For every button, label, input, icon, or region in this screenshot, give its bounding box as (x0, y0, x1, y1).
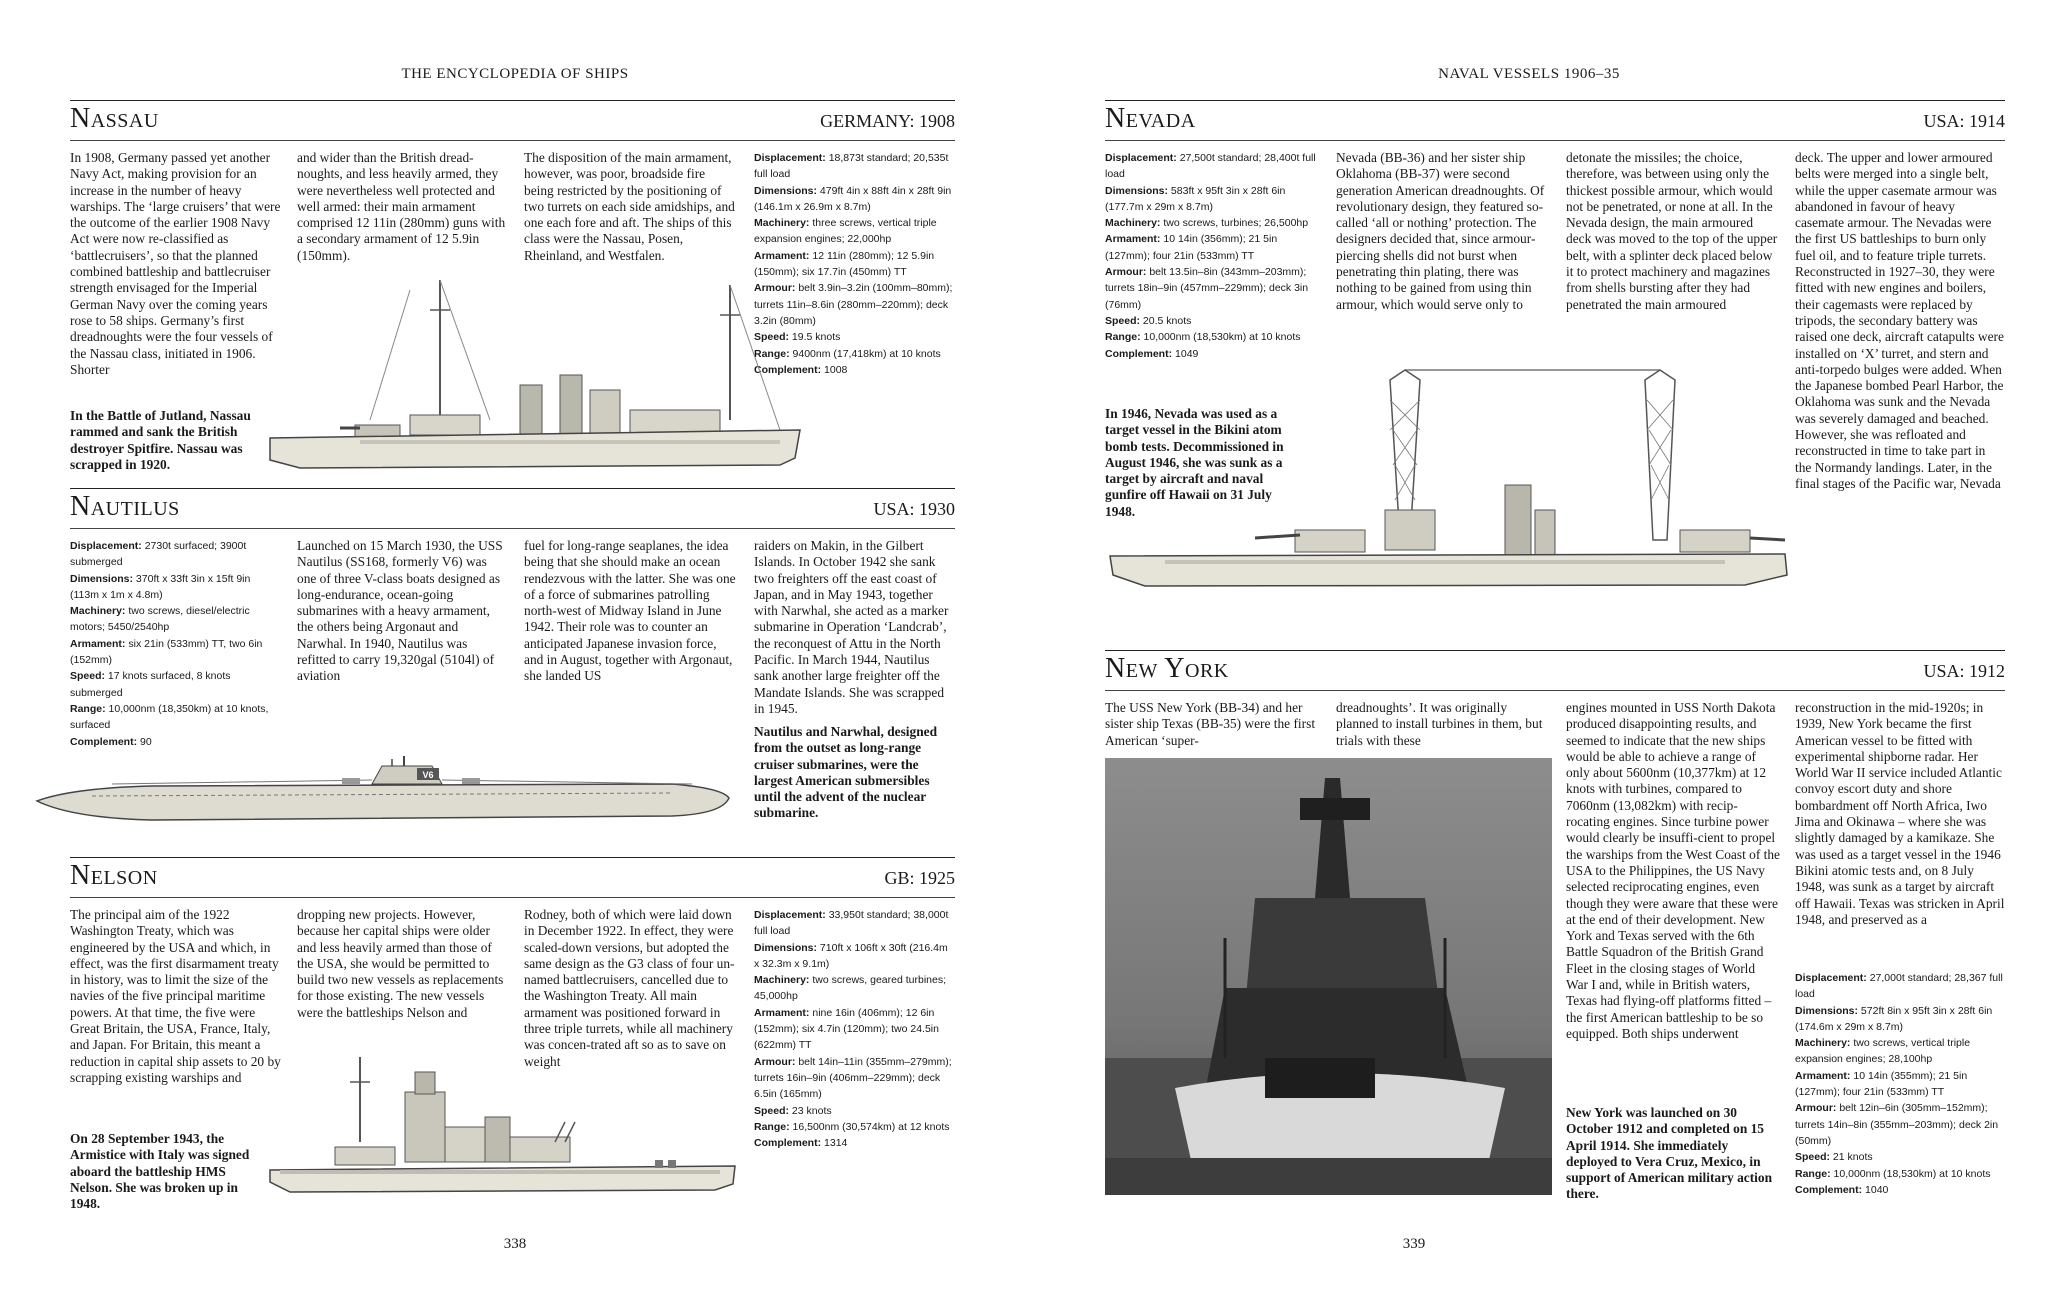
spec-label: Machinery: (754, 974, 810, 987)
spec-row (1105, 346, 1320, 362)
article-column-1: In 1908, Germany passed yet another Navy Act, making provision for an increase in the number of heavy warships. The ‘large cruisers’ that were the outcome of the earlier 1908 Navy Act were now re-classified as ‘battlecruisers’, so that the planned combined battleship and battlecruiser strength envisaged for the Imperial German Navy over the coming years rose to 58 ships. Germany’s first dreadnoughts were the four vessels of the Nassau class, initiated in 1906. Shorter (70, 150, 281, 377)
spec-value: two screws, geared turbines; 45,000hp (754, 974, 946, 1003)
spec-label: Speed: (1795, 1151, 1831, 1164)
hull-number: V6 (422, 770, 434, 780)
spec-value: belt 3.9in–3.2in (100mm–80mm); turrets 11in–8.6in (280mm–220mm); deck 3.2in (80mm) (754, 282, 953, 327)
spec-label: Dimensions: (754, 184, 818, 197)
spec-label: Range: (70, 702, 106, 715)
spec-value: 572ft 8in x 95ft 3in x 28ft 6in (174.6m x 29m x 8.7m) (1795, 1004, 1993, 1033)
spec-row (70, 701, 270, 734)
image-caption: New York was launched on 30 October 1912 and completed on 15 April 1914. She immediately deployed to Vera Cruz, Mexico, in support of American military action there. (1566, 1105, 1773, 1202)
article-column-4: reconstruction in the mid-1920s; in 1939, New York became the first American vessel to be fitted with experimental shipborne radar. Her World War II service included Atlantic convoy escort duty and shore bombardment off North Africa, Iwo Jima and Okinawa – where she was slightly damaged by a kamikaze. She was used as a target vessel in the 1946 Bikini atomic tests and, on 8 July 1948, was sunk as a target by aircraft off Hawaii. Texas was stricken in April 1948, and preserved as a (1795, 700, 2005, 927)
spec-label: Machinery: (754, 217, 810, 230)
article-column-3: engines mounted in USS North Dakota produced disappointing results, and seemed to indicate that the new ships would be able to achieve a range of only about 5600nm (10,377km) at 12 knots with turbines, compared to 7060nm (13,082km) with recip-rocating engines. Since turbine power would clearly be insuffi-cient to propel the warships from the West Coast of the USA to the Philippines, the US Navy selected reciprocating engines, even though they were aware that these were at the end of their development. New York and Texas served with the 6th Battle Squadron of the British Grand Fleet in the closing stages of World War I and, while in British waters, Texas had flying-off platforms fitted – the first American battleship to be so equipped. Both ships underwent (1566, 700, 1781, 1041)
spec-row (1795, 1100, 2005, 1149)
spec-value: 10 14in (356mm); 21 5in (127mm); four 21in (533mm) TT (1105, 233, 1278, 262)
specifications-table (70, 538, 270, 750)
spec-label: Displacement: (1795, 972, 1867, 984)
spec-value: 17 knots surfaced, 8 knots submerged (70, 670, 231, 699)
spec-row (1795, 1035, 2005, 1068)
article-column-3: detonate the missiles; the choice, therefore, was between using only the thickest possible armour, which would not be penetrated, or none at all. In the Nevada design, the main armoured deck was moved to the top of the upper belt, with a splinter deck placed below it to protect machinery and magazines from shells bursting after they had penetrated the main armoured (1566, 150, 1778, 312)
spec-row (754, 972, 954, 1005)
article-column-3: Rodney, both of which were laid down in December 1922. In effect, they were scaled-down versions, but adopted the same design as the G3 class of four un-named battlecruisers, cancelled due to the Washington Treaty. All main armament was positioned forward in three triple turrets, while all machinery was concen-trated aft so as to save on weight (524, 907, 735, 1069)
spec-row (1795, 970, 2005, 1003)
spec-label: Armour: (754, 282, 796, 295)
right-page (1024, 0, 2048, 1297)
spec-label: Machinery: (70, 605, 126, 618)
ship-title: Nassau (70, 103, 159, 134)
article-column-2: dropping new projects. However, because her capital ships were older and less heavily armed than those of the USA, she would be permitted to build two new vessels as replacements for those existing. The new vessels were the battleships Nelson and (297, 907, 504, 1020)
spec-row (70, 538, 270, 571)
spec-label: Complement: (754, 1137, 822, 1150)
spec-row (70, 668, 270, 701)
section-nautilus (70, 488, 955, 853)
image-caption: In 1946, Nevada was used as a target vessel in the Bikini atom bomb tests. Decommissioned in August 1946, she was sunk as a target by aircraft and naval gunfire off Hawaii on 31 July 1948. (1105, 406, 1284, 519)
spec-value: 10,000nm (18,350km) at 10 knots, surfaced (70, 702, 269, 732)
spec-value: 33,950t standard; 38,000t full load (754, 909, 949, 938)
spec-value: 16,500nm (30,574km) at 12 knots (789, 1120, 950, 1133)
article-column-3: fuel for long-range seaplanes, the idea being that she should make an ocean rendezvous with the latter. She was one of a force of submarines patrolling north-west of Midway Island in June 1942. Their role was to counter an anticipated Japanese invasion force, and in August, together with Argonaut, she landed US (524, 538, 736, 684)
spec-value: 19.5 knots (789, 331, 841, 344)
spec-label: Armour: (1795, 1102, 1837, 1115)
spec-value: 1008 (821, 363, 848, 376)
spec-row (754, 150, 954, 183)
spec-row (1105, 329, 1320, 345)
spec-value: 18,873t standard; 20,535t full load (754, 152, 949, 181)
article-column-4: deck. The upper and lower armoured belts were merged into a single belt, while the upper casemate armour was abandoned in favour of heavy casemate armour. The Nevadas were the first US battleships to burn only fuel oil, and to feature triple turrets. Reconstructed in 1927–30, they were fitted with new engines and boilers, their cagemasts were replaced by tripods, the secondary battery was raised one deck, aircraft catapults were installed on ‘X’ turret, and stern and anti-torpedo bulges were added. When the Japanese bombed Pearl Harbor, the Oklahoma was sunk and the Nevada was severely damaged and beached. However, she was refloated and reconstructed in time to take part in the Normandy landings. Later, in the final stages of the Pacific war, Nevada (1795, 150, 2004, 491)
spec-row (1105, 313, 1320, 329)
ship-title: Nelson (70, 860, 158, 891)
spec-label: Range: (1795, 1167, 1831, 1180)
spec-row (1105, 183, 1320, 216)
spec-label: Range: (754, 1120, 790, 1133)
spec-label: Armour: (754, 1055, 796, 1068)
spec-label: Displacement: (754, 152, 826, 164)
spec-row (754, 1054, 954, 1103)
spec-label: Complement: (1795, 1183, 1863, 1196)
spec-row (754, 1135, 954, 1151)
ship-title: New York (1105, 653, 1229, 684)
running-head-left: THE ENCYCLOPEDIA OF SHIPS (401, 66, 629, 82)
spec-value: 27,000t standard; 28,367 full load (1795, 972, 2003, 1001)
spec-value: two screws, turbines; 26,500hp (1160, 217, 1309, 230)
spec-label: Armament: (1795, 1069, 1851, 1082)
spec-label: Armament: (754, 1006, 810, 1019)
spec-row (1795, 1149, 2005, 1165)
page-number-left: 338 (503, 1236, 527, 1252)
spec-value: belt 14in–11in (355mm–279mm); turrets 16in–9in (406mm–229mm); deck 6.5in (165mm) (754, 1055, 952, 1101)
spec-row (1105, 264, 1320, 313)
spec-value: 10,000nm (18,530km) at 10 knots (1140, 331, 1301, 344)
page-number-right: 339 (1402, 1236, 1426, 1252)
nelson-ship-illustration (265, 1052, 740, 1212)
spec-label: Speed: (754, 1104, 790, 1117)
specifications-table (754, 907, 954, 1151)
section-nassau (70, 100, 955, 485)
spec-value: 90 (137, 735, 152, 748)
spec-value: 27,500t standard; 28,400t full load (1105, 152, 1316, 181)
spec-value: 583ft x 95ft 3in x 28ft 6in (177.7m x 29m x 8.7m) (1105, 184, 1286, 213)
article-column-2: dreadnoughts’. It was originally planned to install turbines in them, but trials with these (1336, 700, 1543, 748)
running-head-right: NAVAL VESSELS 1906–35 (1438, 66, 1620, 82)
spec-label: Dimensions: (1795, 1004, 1859, 1017)
spec-label: Armament: (1105, 233, 1161, 246)
spec-label: Displacement: (70, 540, 142, 552)
image-caption: On 28 September 1943, the Armistice with Italy was signed aboard the battleship HMS Nelson. She was broken up in 1948. (70, 1131, 250, 1212)
spec-value: 1040 (1862, 1183, 1889, 1196)
ship-title: Nautilus (70, 491, 180, 522)
spec-row (754, 1119, 954, 1135)
ship-nation-year: USA: 1930 (873, 499, 955, 519)
spec-label: Machinery: (1105, 217, 1161, 230)
spec-row (1105, 150, 1320, 183)
specifications-table (1105, 150, 1320, 362)
section-nelson (70, 857, 955, 1227)
spec-value: two screws, diesel/electric motors; 5450/2540hp (70, 605, 250, 634)
spec-value: 9400nm (17,418km) at 10 knots (789, 347, 941, 360)
nassau-ship-illustration (260, 270, 805, 480)
specifications-table (1795, 970, 2005, 1198)
spec-value: 710ft x 106ft x 30ft (216.4m x 32.3m x 9.1m) (754, 941, 948, 970)
spec-row (70, 571, 270, 604)
spec-label: Speed: (70, 670, 106, 683)
spec-value: 370ft x 33ft 3in x 15ft 9in (113m x 1m x 4.8m) (70, 572, 251, 601)
spec-row (754, 940, 954, 973)
spec-label: Displacement: (1105, 152, 1177, 164)
spec-label: Armour: (1105, 266, 1147, 279)
spec-label: Speed: (1105, 314, 1141, 327)
ship-nation-year: GERMANY: 1908 (820, 111, 955, 131)
spec-row (1795, 1068, 2005, 1101)
spec-label: Displacement: (754, 909, 826, 921)
section-nevada (1105, 100, 2005, 650)
spec-value: 10,000nm (18,530km) at 10 knots (1830, 1167, 1991, 1180)
article-column-2: Nevada (BB-36) and her sister ship Oklahoma (BB-37) were second generation American dreadnoughts. Of revolutionary design, they featured so-called ‘all or nothing’ protection. The designers decided that, since armour-piercing shells did not burst when penetrating thin plating, there was nothing to be gained from using thin armour, which would serve only to (1336, 150, 1545, 312)
article-column-2: and wider than the British dread-noughts, and less heavily armed, they were nevertheless well protected and well armed: their main armament comprised 12 11in (280mm) guns with a secondary armament of 12 5.9in (150mm). (297, 150, 506, 263)
spec-row (1105, 231, 1320, 264)
spec-label: Armament: (70, 637, 126, 650)
image-caption: In the Battle of Jutland, Nassau rammed and sank the British destroyer Spitfire. Nassau was scrapped in 1920. (70, 408, 251, 472)
article-column-4: raiders on Makin, in the Gilbert Islands. In October 1942 she sank two freighters off the east coast of Japan, and in May 1943, together with Narwhal, she acted as a marker submarine in Operation ‘Landcrab’, the reconquest of Attu in the North Pacific. In March 1944, Nautilus sank another large freighter off the Mandate Islands. She was scrapped in 1945. (754, 538, 949, 716)
spec-row (1105, 215, 1320, 231)
spec-value: three screws, vertical triple expansion engines; 22,000hp (754, 217, 937, 246)
article-column-1: The USS New York (BB-34) and her sister ship Texas (BB-35) were the first American ‘super- (1105, 700, 1316, 748)
spec-value: 1314 (821, 1137, 848, 1150)
section-new-york (1105, 650, 2005, 1230)
spec-label: Machinery: (1795, 1037, 1851, 1050)
spec-row (70, 734, 270, 750)
spec-label: Complement: (1105, 347, 1173, 360)
spec-row (754, 907, 954, 940)
spec-label: Complement: (754, 363, 822, 376)
spec-value: belt 12in–6in (305mm–152mm); turrets 14in–8in (355mm–203mm); deck 2in (50mm) (1795, 1102, 1999, 1147)
spec-value: 20.5 knots (1140, 314, 1192, 327)
article-column-2: Launched on 15 March 1930, the USS Nautilus (SS168, formerly V6) was one of three V-class boats designed as long-endurance, ocean-going submarines with a heavy armament, the others being Argonaut and Narwhal. In 1940, Nautilus was refitted to carry 19,320gal (5104l) of aviation (297, 538, 503, 684)
spec-label: Dimensions: (754, 941, 818, 954)
nautilus-submarine-illustration (32, 756, 732, 841)
spec-value: two screws, vertical triple expansion engines; 28,100hp (1795, 1037, 1971, 1066)
spec-row (754, 183, 954, 216)
spec-value: nine 16in (406mm); 12 6in (152mm); six 4.7in (120mm); two 24.5in (622mm) TT (754, 1006, 939, 1052)
spec-label: Complement: (70, 735, 138, 748)
spec-label: Range: (754, 347, 790, 360)
spec-value: 479ft 4in x 88ft 4in x 28ft 9in (146.1m x 26.9m x 8.7m) (754, 184, 952, 213)
spec-value: six 21in (533mm) TT, two 6in (152mm) (70, 637, 263, 667)
ship-nation-year: USA: 1914 (1923, 111, 2005, 131)
ship-nation-year: USA: 1912 (1923, 661, 2005, 681)
spec-value: 2730t surfaced; 3900t submerged (70, 540, 247, 569)
spec-row (754, 1103, 954, 1119)
spec-row (1795, 1166, 2005, 1182)
spec-label: Dimensions: (1105, 184, 1169, 197)
spec-label: Dimensions: (70, 572, 134, 585)
spec-label: Speed: (754, 331, 790, 344)
image-caption: Nautilus and Narwhal, designed from the outset as long-range cruiser submarines, were the largest American submersibles until the advent of the nuclear submarine. (754, 724, 938, 821)
new-york-battleship-photo (1105, 758, 1552, 1195)
spec-row (70, 636, 270, 669)
spec-value: 23 knots (789, 1104, 832, 1117)
nevada-ship-illustration (1105, 370, 1790, 610)
spec-label: Range: (1105, 331, 1141, 344)
spec-row (1795, 1003, 2005, 1036)
ship-nation-year: GB: 1925 (884, 868, 955, 888)
spec-label: Armament: (754, 249, 810, 262)
spec-row (754, 215, 954, 248)
spec-row (754, 1005, 954, 1054)
article-column-1: The principal aim of the 1922 Washington Treaty, which was engineered by the USA and which, in effect, was the first disarmament treaty in history, was to limit the size of the navies of the five principal maritime powers. At that time, the five were Great Britain, the USA, France, Italy, and Japan. For Britain, this meant a reduction in capital ship assets to 20 by scrapping existing warships and (70, 907, 281, 1085)
spec-value: 1049 (1172, 347, 1199, 360)
spec-row (1795, 1182, 2005, 1198)
spec-value: belt 13.5in–8in (343mm–203mm); turrets 18in–9in (457mm–229mm); deck 3in (76mm) (1105, 266, 1309, 311)
spec-value: 21 knots (1830, 1151, 1873, 1164)
article-column-3: The disposition of the main armament, however, was poor, broadside fire being restricted by the positioning of two turrets on each side amidships, and one each fore and aft. The ships of this class were the Nassau, Posen, Rheinland, and Westfalen. (524, 150, 735, 263)
spec-value: 10 14in (355mm); 21 5in (127mm); four 21in (533mm) TT (1795, 1069, 1968, 1099)
spec-row (70, 603, 270, 636)
spec-value: 12 11in (280mm); 12 5.9in (150mm); six 17.7in (450mm) TT (754, 249, 935, 279)
ship-title: Nevada (1105, 103, 1196, 134)
